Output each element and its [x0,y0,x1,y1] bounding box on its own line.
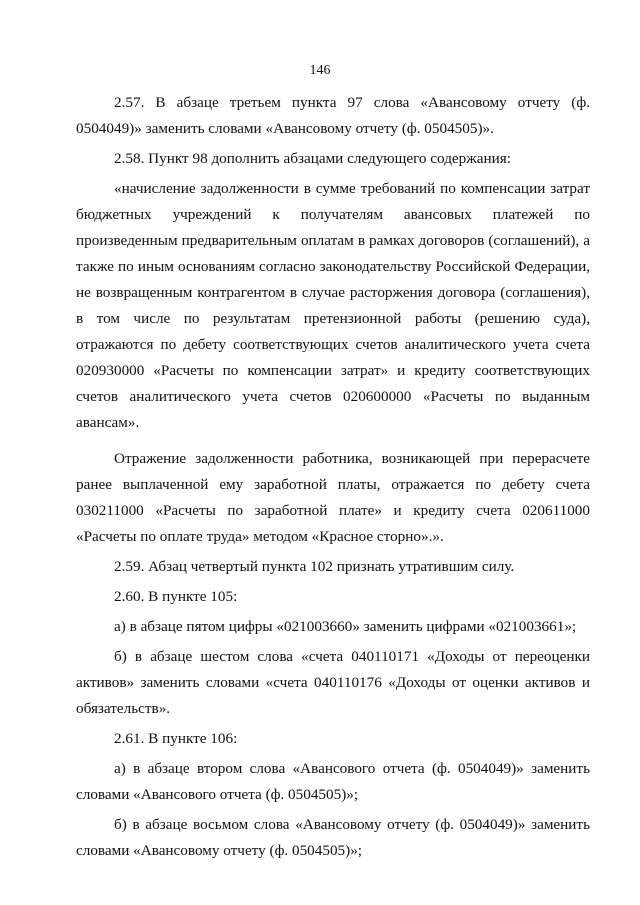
paragraph-2-61-a: а) в абзаце втором слова «Авансового отчета (ф. 0504049)» заменить словами «Авансового отчета (ф. 0504505)»; [76,760,590,803]
paragraph-2-59: 2.59. Абзац четвертый пункта 102 признать утратившим силу. [114,558,515,575]
paragraph-2-60: 2.60. В пункте 105: [114,588,238,605]
paragraph-employee-debt: Отражение задолженности работника, возникающей при перерасчете ранее выплаченной ему заработной платы, отражается по дебету счета 030211000 «Расчеты по заработной плате» и кредиту счета 020611000 «Расчеты по оплате труда» методом «Красное сторно».». [76,450,590,545]
paragraph-2-61: 2.61. В пункте 106: [114,730,238,747]
paragraph-2-60-b: б) в абзаце шестом слова «счета 040110171 «Доходы от переоценки активов» заменить словами «счета 040110176 «Доходы от оценки активов и обязательств». [76,648,590,717]
paragraph-2-57: 2.57. В абзаце третьем пункта 97 слова «Авансовому отчету (ф. 0504049)» заменить словами «Авансовому отчету (ф. 0504505)». [76,94,590,137]
paragraph-2-60-a: а) в абзаце пятом цифры «021003660» заменить цифрами «021003661»; [114,618,577,635]
paragraph-quote-accrual: «начисление задолженности в сумме требований по компенсации затрат бюджетных учреждений к получателям авансовых платежей по произведенным предварительным оплатам в рамках договоров (соглашений), а также по иным основаниям согласно законодательству Российской Федерации, не возвращенным контрагентом в случае расторжения договора (соглашения), в том числе по результатам претензионной работы (решению суда), отражаются по дебету соответствующих счетов аналитического учета счета 020930000 «Расчеты по компенсации затрат» и кредиту соответствующих счетов аналитического учета счетов 020600000 «Расчеты по выданным авансам». [76,180,590,431]
paragraph-2-58: 2.58. Пункт 98 дополнить абзацами следующего содержания: [114,150,511,167]
document-body [76,90,590,864]
paragraph-2-61-b: б) в абзаце восьмом слова «Авансовому отчету (ф. 0504049)» заменить словами «Авансовому отчету (ф. 0504505)»; [76,816,590,859]
page-number: 146 [309,63,331,78]
